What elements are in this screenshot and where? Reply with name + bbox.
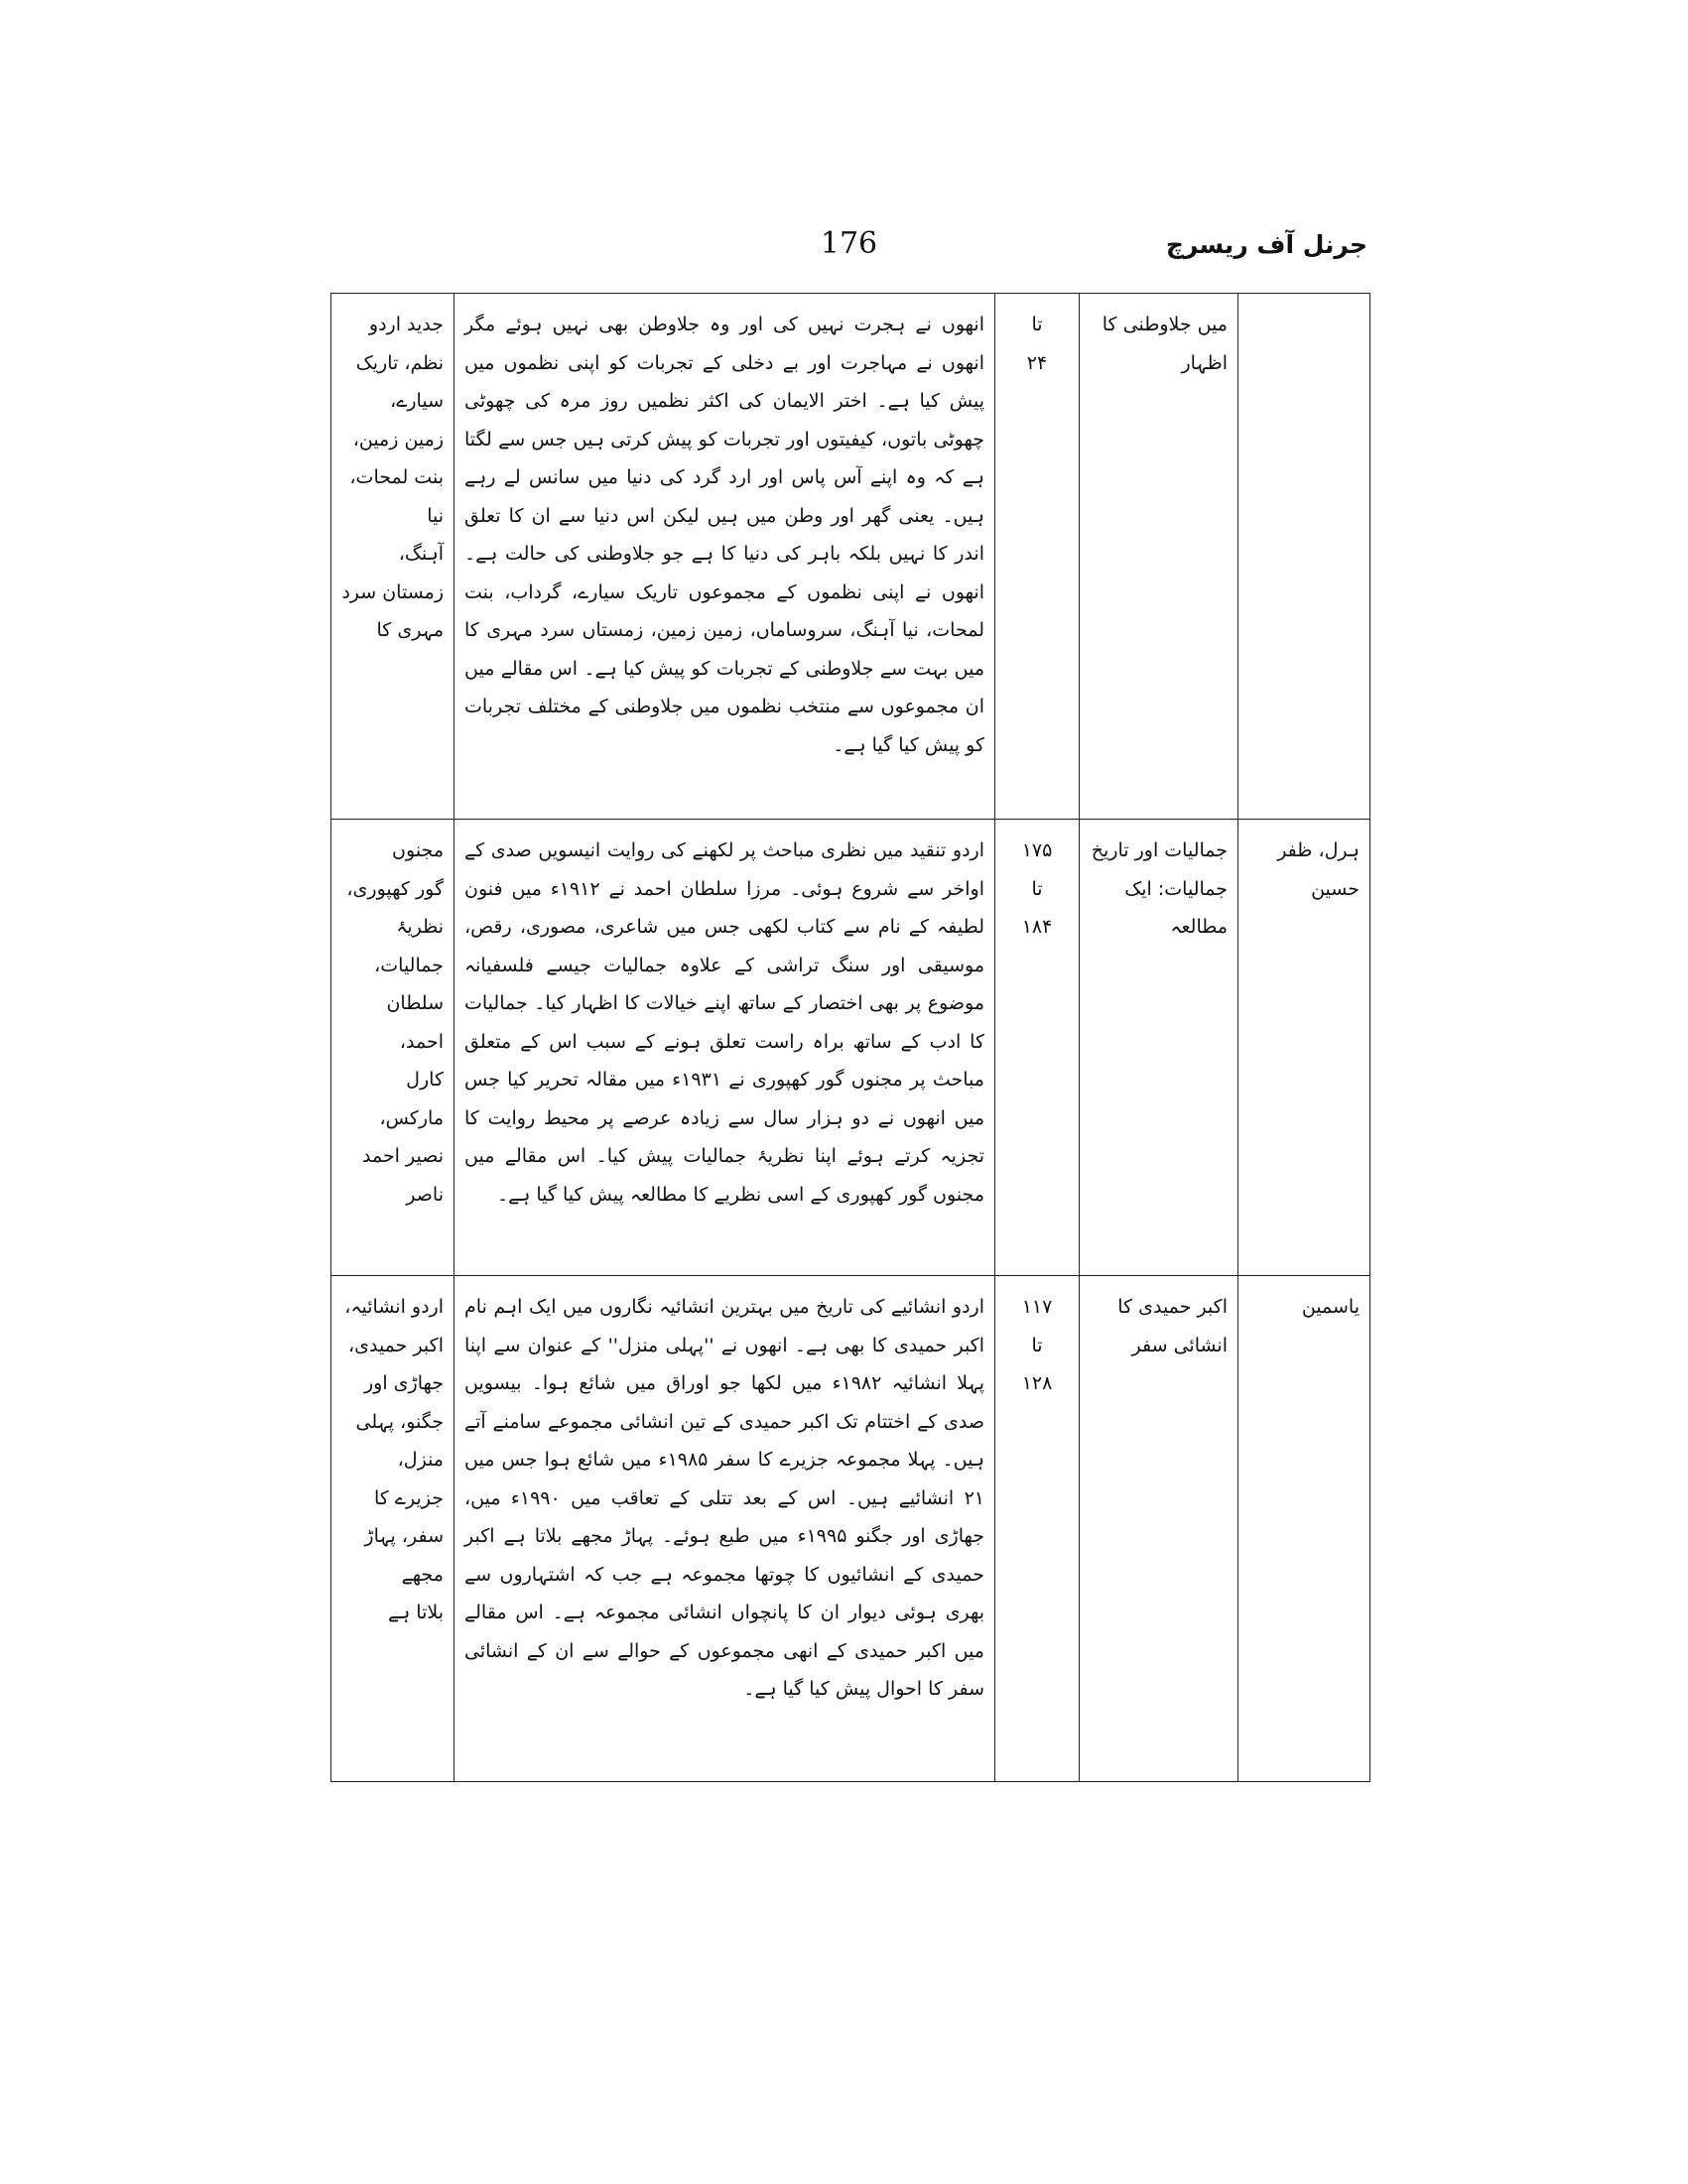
keyword-line: سلطان احمد، (386, 992, 444, 1053)
title-cell: اکبر حمیدی کا انشائی سفر (1080, 1276, 1238, 1782)
keyword-line: مجنوں (392, 839, 444, 861)
keyword-line: گور کھپوری، (346, 877, 444, 900)
keyword-line: اردو انشائیہ، (344, 1296, 444, 1318)
pages-line: ۱۸۴ (1021, 916, 1053, 938)
keyword-line: جدید اردو (368, 314, 444, 335)
page-number: 176 (820, 226, 878, 261)
pages-line: تا (1031, 877, 1043, 900)
table-row (331, 294, 1370, 820)
pages-cell (995, 820, 1080, 1276)
author-cell: یاسمین (1238, 1276, 1370, 1782)
keyword-line: نظم، تاریک (355, 351, 444, 374)
pages-line: ۲۴ (1026, 351, 1048, 374)
pages-line: ۱۷۵ (1021, 839, 1053, 861)
keyword-line: اکبر حمیدی، (347, 1334, 444, 1356)
journal-title: جرنل آف ریسرچ (1165, 230, 1367, 259)
keyword-line: سیارے، (390, 390, 444, 412)
author-cell (1238, 294, 1370, 820)
abstract-cell: اردو انشائیے کی تاریخ میں بہترین انشائیہ نگاروں میں ایک اہم نام اکبر حمیدی کا بھی ہے۔ انھوں نے ''پہلی منزل'' کے عنوان سے اپنا پہلا انشائیہ ۱۹۸۲ء میں لکھا جو اوراق میں شائع ہوا۔ بیسویں صدی کے اختتام تک اکبر حمیدی کے تین انشائی مجموعے سامنے آتے ہیں۔ پہلا مجموعہ جزیرے کا سفر ۱۹۸۵ء میں شائع ہوا جس میں ۲۱ انشائیے ہیں۔ اس کے بعد تتلی کے تعاقب میں ۱۹۹۰ء میں، جھاڑی اور جگنو ۱۹۹۵ء میں طبع ہوئے۔ پہاڑ مجھے بلاتا ہے اکبر حمیدی کے انشائیوں کا چوتھا مجموعہ ہے جب کہ اشتہاروں سے بھری ہوئی دیوار ان کا پانچواں انشائی مجموعہ ہے۔ اس مقالے میں اکبر حمیدی کے انھی مجموعوں کے حوالے سے ان کے انشائی سفر کا احوال پیش کیا گیا ہے۔ (454, 1276, 995, 1782)
keyword-line: جزیرے کا (373, 1486, 444, 1509)
keyword-line: جمالیات، (374, 954, 444, 976)
pages-cell (995, 294, 1080, 820)
keywords-cell (331, 820, 454, 1276)
pages-line: ۱۱۷ (1021, 1296, 1053, 1318)
table-row (331, 1276, 1370, 1782)
page-header (330, 226, 1367, 282)
author-cell: ہرل، ظفر حسین (1238, 820, 1370, 1276)
abstracts-table (330, 293, 1370, 1782)
keyword-line: آہنگ، (398, 543, 444, 565)
keyword-line: مہری کا (376, 619, 444, 641)
keyword-line: سفر، پہاڑ مجھے (364, 1525, 444, 1586)
keyword-line: نظریۂ (396, 916, 444, 938)
title-cell: جمالیات اور تاریخ جمالیات: ایک مطالعہ (1080, 820, 1238, 1276)
abstract-cell: اردو تنقید میں نظری مباحث پر لکھنے کی روایت انیسویں صدی کے اواخر سے شروع ہوئی۔ مرزا سلطان احمد نے ۱۹۱۲ء میں فنون لطیفہ کے نام سے کتاب لکھی جس میں شاعری، مصوری، رقص، موسیقی اور سنگ تراشی کے علاوہ جمالیات جیسے فلسفیانہ موضوع پر بھی اختصار کے ساتھ اپنے خیالات کا اظہار کیا۔ جمالیات کا ادب کے ساتھ براہ راست تعلق ہونے کے سبب اس کے متعلق مباحث پر مجنوں گور کھپوری نے ۱۹۳۱ء میں مقالہ تحریر کیا جس میں انھوں نے دو ہزار سال سے زیادہ عرصے پر محیط روایت کا تجزیہ کرتے ہوئے اپنا نظریۂ جمالیات پیش کیا۔ اس مقالے میں مجنوں گور کھپوری کے اسی نظریے کا مطالعہ پیش کیا گیا ہے۔ (454, 820, 995, 1276)
keyword-line: کارل مارکس، (379, 1069, 444, 1129)
title-cell: میں جلاوطنی کا اظہار (1080, 294, 1238, 820)
pages-line: تا (1031, 314, 1043, 335)
table-row (331, 820, 1370, 1276)
keyword-line: زمستان سرد (341, 580, 444, 603)
pages-line: تا (1031, 1334, 1043, 1356)
abstract-cell: انھوں نے ہجرت نہیں کی اور وہ جلاوطن بھی نہیں ہوئے مگر انھوں نے مہاجرت اور بے دخلی کے تجربات کو اپنی نظموں میں پیش کیا ہے۔ اختر الایمان کی اکثر نظمیں روز مرہ کی چھوٹی چھوٹی باتوں، کیفیتوں اور تجربات کو پیش کرتی ہیں جس سے لگتا ہے کہ وہ اپنے آس پاس اور ارد گرد کی دنیا میں سانس لے رہے ہیں۔ یعنی گھر اور وطن میں ہیں لیکن اس دنیا سے ان کا تعلق اندر کا نہیں بلکہ باہر کی دنیا کا ہے جو جلاوطنی کی حالت ہے۔ انھوں نے اپنی نظموں کے مجموعوں تاریک سیارے، گرداب، بنت لمحات، نیا آہنگ، سروساماں، زمین زمین، زمستاں سرد مہری کا میں بہت سے جلاوطنی کے تجربات کو پیش کیا ہے۔ اس مقالے میں ان مجموعوں سے منتخب نظموں میں جلاوطنی کے مختلف تجربات کو پیش کیا گیا ہے۔ (454, 294, 995, 820)
keywords-cell (331, 294, 454, 820)
keyword-line: جگنو، پہلی (355, 1410, 444, 1433)
pages-line: ۱۲۸ (1021, 1372, 1053, 1394)
keyword-line: منزل، (397, 1449, 444, 1471)
keyword-line: جھاڑی اور (363, 1372, 444, 1394)
keyword-line: زمین زمین، (352, 428, 444, 450)
keywords-cell (331, 1276, 454, 1782)
keyword-line: بلاتا ہے (387, 1602, 444, 1623)
keyword-line: بنت لمحات، نیا (349, 466, 444, 527)
pages-cell (995, 1276, 1080, 1782)
keyword-line: نصیر احمد ناصر (361, 1145, 444, 1206)
